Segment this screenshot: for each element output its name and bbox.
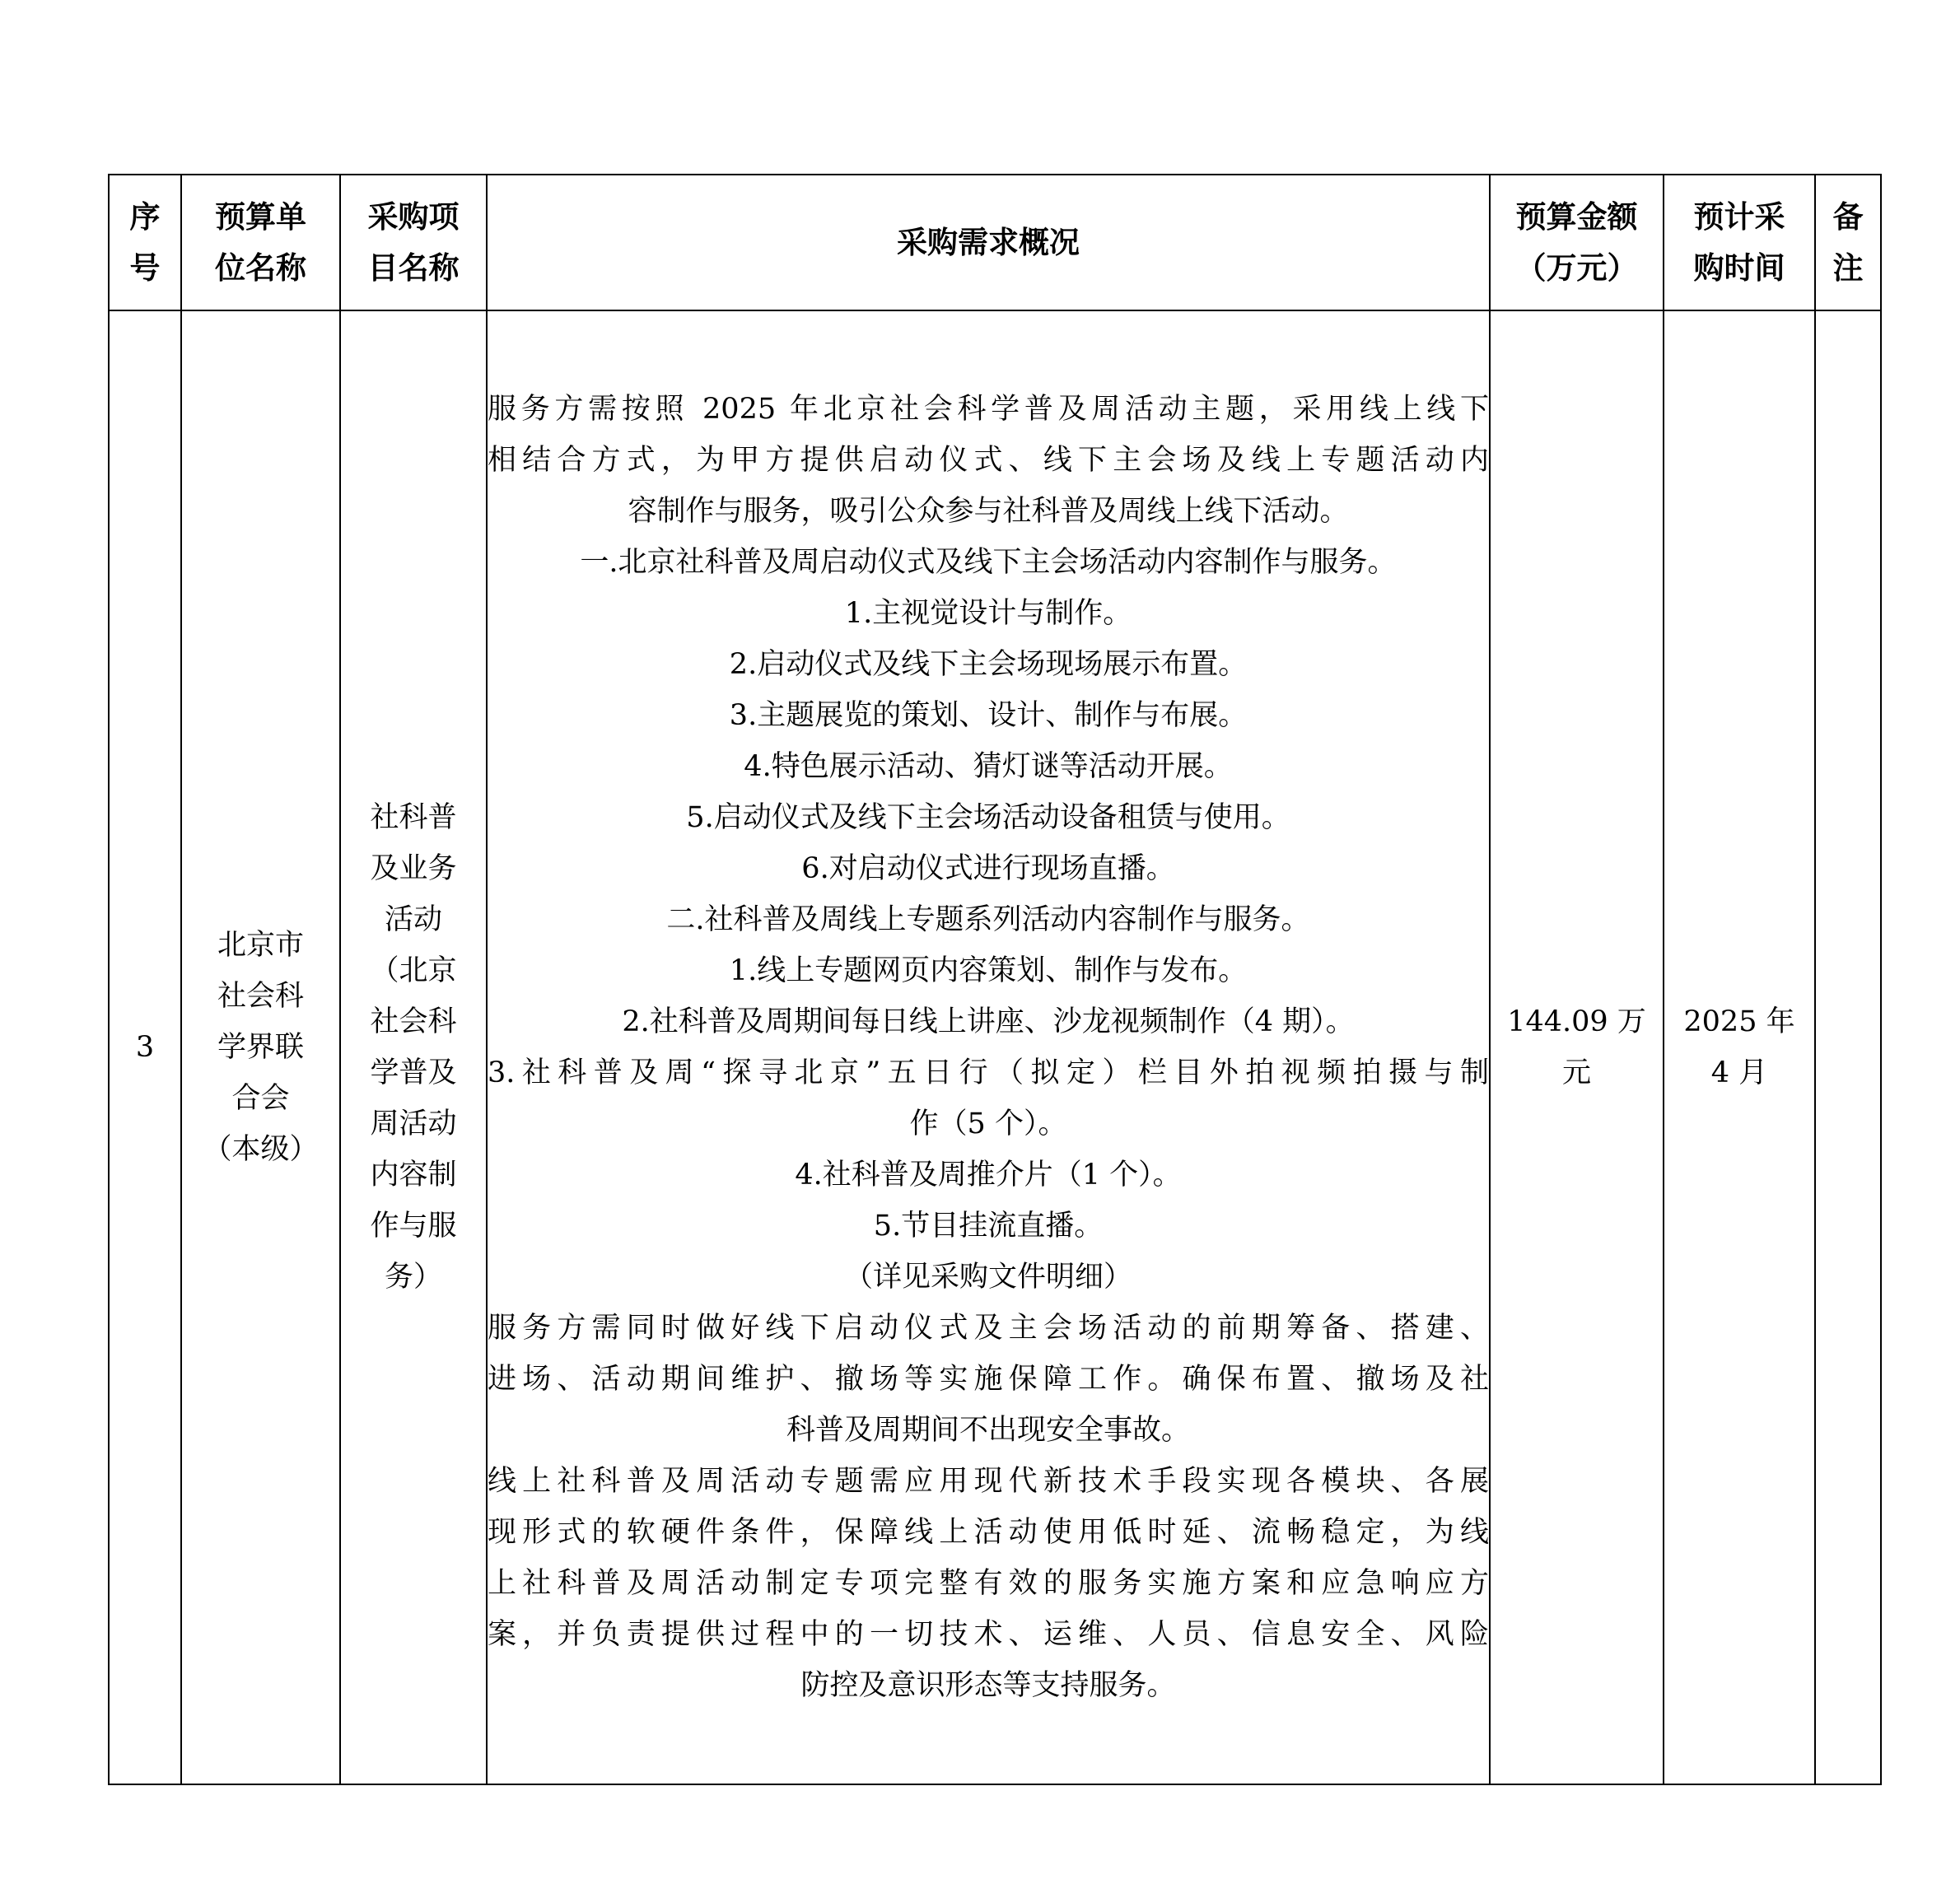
cell-project-line: 社会科 xyxy=(370,1005,457,1038)
cell-project-line: 内容制 xyxy=(370,1159,457,1191)
description-line: 相结合方式，为甲方提供启动仪式、线下主会场及线上专题活动内 xyxy=(488,444,1489,477)
description-line: 4.特色展示活动、猜灯谜等活动开展。 xyxy=(744,750,1233,783)
header-remark-line: 备 xyxy=(1832,198,1864,235)
description-line: 3.社科普及周“探寻北京”五日行（拟定）栏目外拍视频拍摄与制 xyxy=(488,1056,1489,1089)
cell-unit-line: 学界联 xyxy=(217,1031,304,1064)
description-line: 5.启动仪式及线下主会场活动设备租赁与使用。 xyxy=(686,801,1290,834)
description-line: 上社科普及周活动制定专项完整有效的服务实施方案和应急响应方 xyxy=(488,1567,1489,1600)
cell-unit-line: 合会 xyxy=(231,1082,290,1115)
cell-remark xyxy=(1815,310,1881,1784)
header-unit-line: 位名称 xyxy=(215,249,306,286)
cell-project-line: 学普及 xyxy=(370,1056,457,1089)
cell-index xyxy=(109,310,181,1784)
cell-time xyxy=(1664,310,1815,1784)
description-line: 作（5 个）。 xyxy=(909,1108,1067,1140)
description-line: 3.主题展览的策划、设计、制作与布展。 xyxy=(729,699,1248,732)
description-line: 2.社科普及周期间每日线上讲座、沙龙视频制作（4 期）。 xyxy=(622,1005,1355,1038)
header-remark xyxy=(1815,175,1881,310)
cell-budget xyxy=(1490,310,1664,1784)
description-line: 服务方需同时做好线下启动仪式及主会场活动的前期筹备、搭建、 xyxy=(488,1312,1489,1345)
description-line: 1.主视觉设计与制作。 xyxy=(844,597,1132,630)
header-budget xyxy=(1490,175,1664,310)
header-project-line: 目名称 xyxy=(367,249,460,286)
description-line: 4.社科普及周推介片（1 个）。 xyxy=(795,1159,1182,1191)
header-budget-line: 预算金额 xyxy=(1515,198,1638,235)
header-budget-line: （万元） xyxy=(1515,249,1638,286)
header-remark-line: 注 xyxy=(1832,249,1864,286)
cell-time-line: 2025 年 xyxy=(1683,1005,1795,1038)
cell-time-line: 4 月 xyxy=(1710,1056,1768,1089)
header-index xyxy=(109,175,181,310)
description-line: 容制作与服务，吸引公众参与社科普及周线上线下活动。 xyxy=(628,495,1349,528)
header-unit-line: 预算单 xyxy=(215,198,306,235)
procurement-table xyxy=(108,174,1882,1785)
description-line: 2.启动仪式及线下主会场现场展示布置。 xyxy=(729,648,1248,681)
header-description-line: 采购需求概况 xyxy=(897,224,1080,260)
description-line: 一.北京社科普及周启动仪式及线下主会场活动内容制作与服务。 xyxy=(580,546,1397,579)
description-line: 防控及意识形态等支持服务。 xyxy=(800,1669,1176,1702)
cell-project-line: 务） xyxy=(384,1261,442,1294)
header-time-line: 预计采 xyxy=(1693,198,1785,235)
cell-budget-line: 144.09 万 xyxy=(1507,1005,1646,1038)
cell-unit-line: 北京市 xyxy=(217,929,304,962)
description-line: 6.对启动仪式进行现场直播。 xyxy=(801,852,1175,885)
header-time-line: 购时间 xyxy=(1693,249,1785,286)
cell-unit-line: 社会科 xyxy=(217,980,304,1013)
cell-description xyxy=(487,310,1490,1784)
cell-index-value: 3 xyxy=(135,1031,155,1064)
description-line: 二.社科普及周线上专题系列活动内容制作与服务。 xyxy=(666,903,1310,936)
cell-unit-line: （本级） xyxy=(203,1133,319,1166)
description-line: 1.线上专题网页内容策划、制作与发布。 xyxy=(729,954,1248,987)
description-line: 科普及周期间不出现安全事故。 xyxy=(786,1414,1190,1447)
cell-project xyxy=(340,310,487,1784)
description-line: 现形式的软硬件条件，保障线上活动使用低时延、流畅稳定，为线 xyxy=(488,1516,1489,1549)
description-line: （详见采购文件明细） xyxy=(843,1261,1132,1294)
header-project-line: 采购项 xyxy=(367,198,460,235)
cell-project-line: 活动 xyxy=(384,903,442,936)
cell-budget-line: 元 xyxy=(1561,1056,1591,1089)
cell-project-line: 社科普 xyxy=(370,801,457,834)
description-line: 线上社科普及周活动专题需应用现代新技术手段实现各模块、各展 xyxy=(488,1465,1489,1498)
header-description xyxy=(487,175,1490,310)
description-line: 进场、活动期间维护、撤场等实施保障工作。确保布置、撤场及社 xyxy=(488,1363,1489,1396)
header-row xyxy=(109,175,1881,310)
cell-project-line: （北京 xyxy=(370,954,457,987)
description-line: 5.节目挂流直播。 xyxy=(873,1210,1104,1243)
cell-project-line: 及业务 xyxy=(370,852,457,885)
header-project xyxy=(340,175,487,310)
description-line: 案，并负责提供过程中的一切技术、运维、人员、信息安全、风险 xyxy=(488,1618,1489,1651)
cell-unit xyxy=(181,310,340,1784)
description-line: 服务方需按照 2025 年北京社会科学普及周活动主题，采用线上线下 xyxy=(488,393,1489,426)
header-index-line: 号 xyxy=(129,249,161,286)
table-row xyxy=(109,310,1881,1784)
cell-project-line: 作与服 xyxy=(370,1210,457,1243)
cell-project-line: 周活动 xyxy=(370,1108,457,1140)
header-unit xyxy=(181,175,340,310)
header-time xyxy=(1664,175,1815,310)
header-index-line: 序 xyxy=(129,198,161,235)
